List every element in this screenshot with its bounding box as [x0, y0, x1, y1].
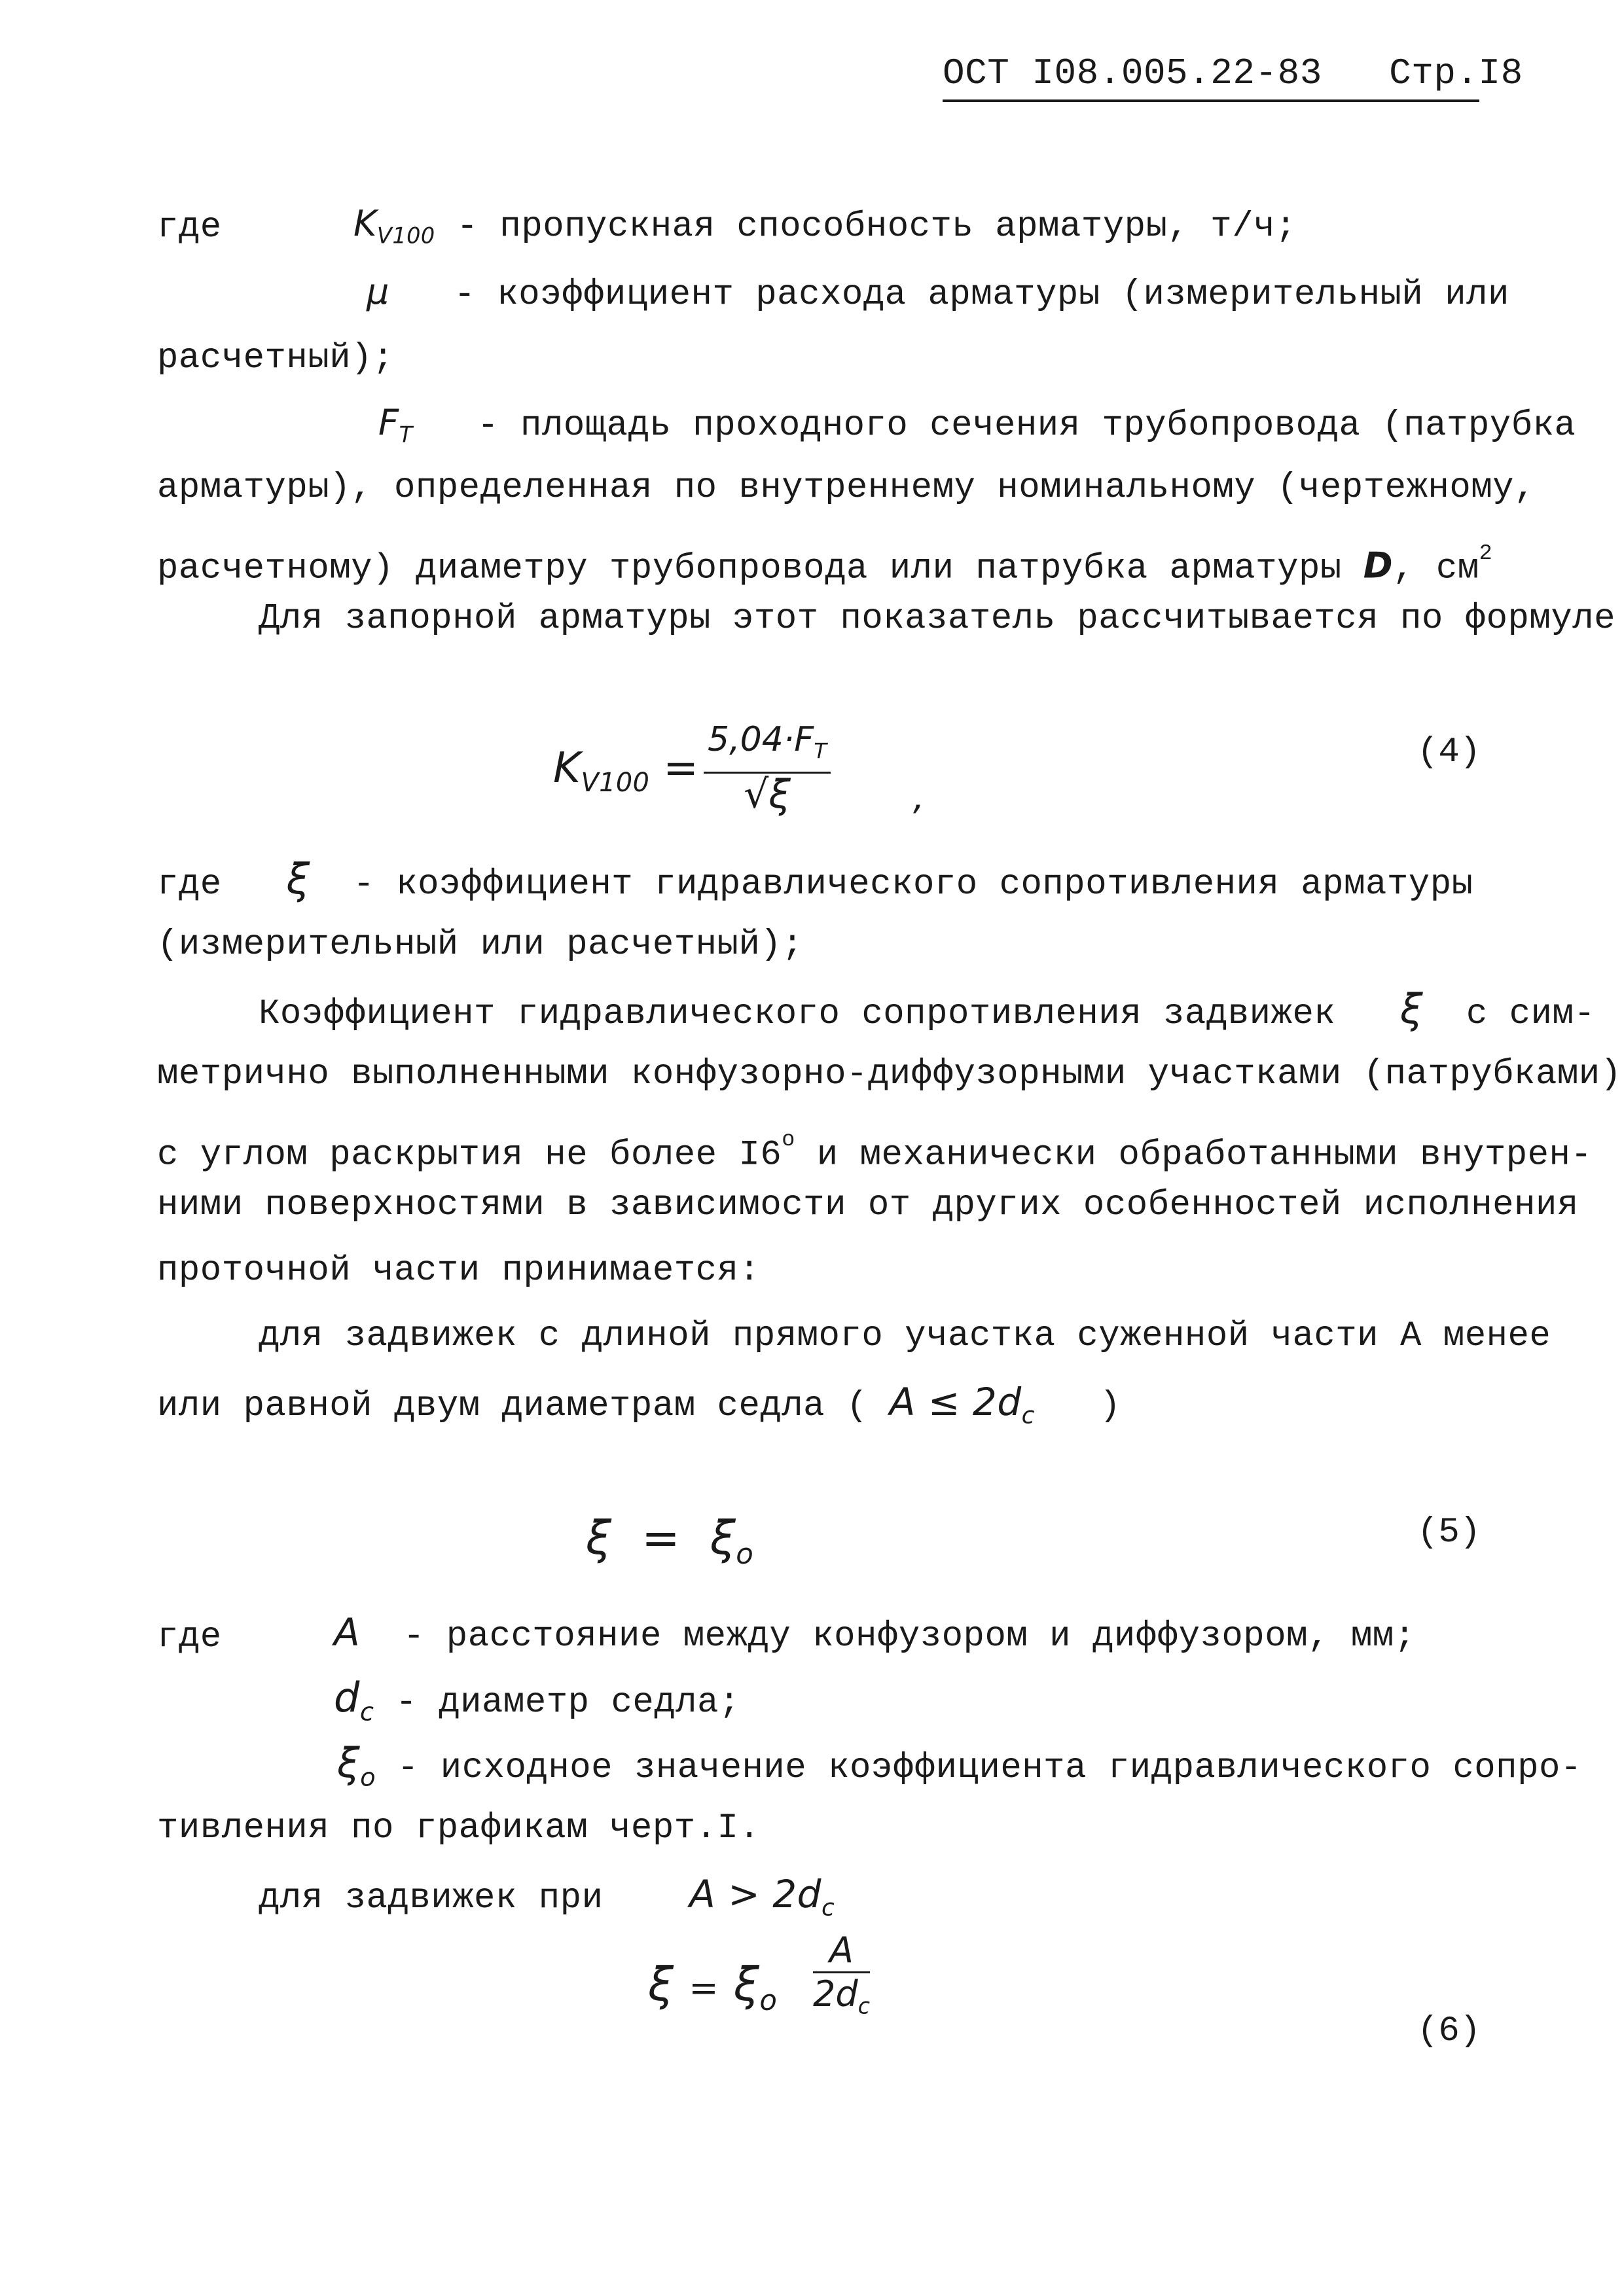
eq6-numerator: A [813, 1931, 870, 1973]
mu-text: - коэффициент расхода арматуры (измерительный или [454, 275, 1509, 315]
dc-symbol: $d_c$ [334, 1674, 374, 1727]
ft-symbol: $F_T$ [378, 402, 413, 448]
where-label-2: где ξ - коэффициент гидравлического сопротивления арматуры [157, 855, 1473, 905]
eq4-lhs: $K_{V100}$ = [553, 744, 699, 798]
ft-continuation-1: арматуры), определенная по внутреннему номинальному (чертежному, [157, 468, 1536, 508]
paragraph-2-line-3: с углом раскрытия не более I6$^o$ и механически обработанными внутрен- [157, 1128, 1593, 1175]
page-header [943, 52, 1523, 94]
eq6-denominator: $2d_c$ [813, 1973, 871, 2019]
eq6-left: $\xi = \xi_o$ [648, 1958, 778, 2018]
xi0-definition: $\xi_o$ - исходное значение коэффициента гидравлического сопро- [337, 1739, 1582, 1793]
kv-symbol: $K_{V100}$ [353, 203, 435, 249]
eq4-comma: , [913, 776, 925, 817]
kv-text: - пропускная способность арматуры, т/ч; [456, 207, 1297, 247]
where-label-3: где [157, 1617, 222, 1657]
mu-definition [367, 271, 1509, 316]
mu-continuation: расчетный); [157, 338, 394, 378]
eq4-number: (4) [1417, 732, 1481, 772]
xi-continuation: (измерительный или расчетный); [157, 925, 804, 965]
paragraph-2-line-5: проточной части принимается: [157, 1251, 761, 1291]
page-label: Стр.I8 [1389, 52, 1523, 94]
paragraph-2-line-2: метрично выполненными конфузорно-диффузорными участками (патрубками) [157, 1054, 1622, 1094]
a-symbol: A [334, 1610, 361, 1655]
d-symbol: D [1363, 545, 1394, 586]
xi-symbol: ξ [286, 855, 310, 904]
a-definition: A - расстояние между конфузором и диффузором, мм; [334, 1610, 1416, 1657]
xi0-continuation: тивления по графикам черт.I. [157, 1808, 761, 1848]
paragraph-2-line-1: Коэффициент гидравлического сопротивления задвижек ξ с сим- [259, 985, 1596, 1034]
paragraph-3-line-1: для задвижек с длиной прямого участка суженной части А менее [259, 1316, 1551, 1356]
paragraph-3-line-2: или равной двум диаметрам седла ( $A \le 2d_c$ ) [157, 1380, 1121, 1429]
eq4-fraction [704, 720, 831, 818]
mu-symbol: μ [367, 271, 389, 312]
eq6-fraction [813, 1931, 870, 2026]
ft-text: - площадь проходного сечения трубопровода (патрубка [477, 406, 1576, 446]
ft-continuation-2: расчетному) диаметру трубопровода или патрубка арматуры D, $см^2$ [157, 541, 1493, 589]
xi0-symbol: $\xi_o$ [337, 1739, 376, 1793]
eq4-numerator: $5,04\cdot F_T$ [704, 720, 831, 774]
kv-definition [353, 203, 1297, 257]
where-label-1: где [157, 207, 222, 247]
eq5-number: (5) [1417, 1513, 1481, 1552]
doc-code: ОСТ I08.005.22-83 [943, 52, 1322, 94]
eq4-denominator: √ξ [744, 772, 791, 818]
condition-a-le-2dc: $A \le 2d_c$ [889, 1380, 1035, 1429]
ft-definition [378, 402, 1576, 456]
eq5-formula: $\xi = \xi_o$ [586, 1511, 754, 1571]
paragraph-formula-intro: Для запорной арматуры этот показатель рассчитывается по формуле [259, 599, 1616, 639]
dc-definition: $d_c$ - диаметр седла; [334, 1674, 740, 1727]
condition-a-gt-2dc: $A > 2d_c$ [689, 1872, 835, 1922]
paragraph-2-line-4: ними поверхностями в зависимости от других особенностей исполнения [157, 1185, 1579, 1225]
xi-text: - коэффициент гидравлического сопротивления арматуры [353, 865, 1473, 905]
header-underline [943, 99, 1479, 102]
xi-symbol-inline: ξ [1399, 985, 1424, 1033]
paragraph-4: для задвижек при $A > 2d_c$ [259, 1872, 835, 1922]
eq6-number: (6) [1417, 2011, 1481, 2051]
